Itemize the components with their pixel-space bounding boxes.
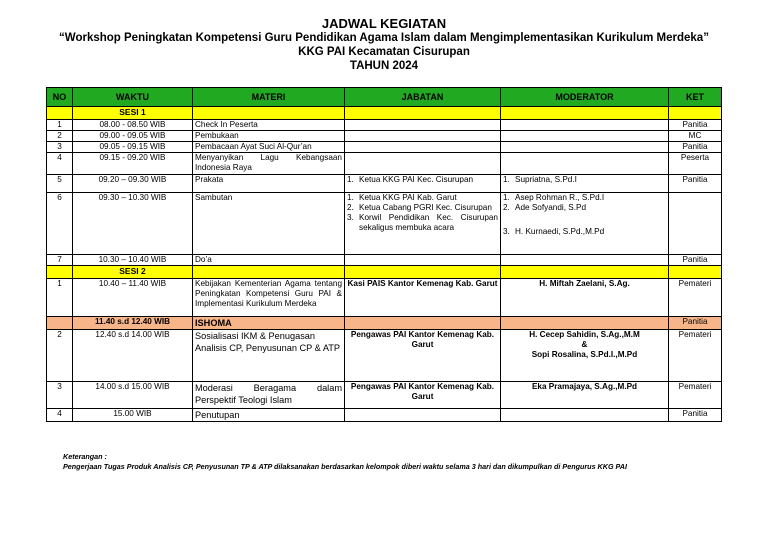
list-item: 1. Ketua KKG PAI Kec. Cisurupan xyxy=(347,175,474,184)
cell-waktu: 15.00 WIB xyxy=(73,409,193,422)
cell-no: 1 xyxy=(47,120,73,131)
col-header-jabatan: JABATAN xyxy=(345,88,501,107)
table-header-row xyxy=(47,88,722,107)
sesi-1-row xyxy=(47,107,722,120)
cell-moderator xyxy=(501,193,669,255)
cell-ket: Panitia xyxy=(669,142,722,153)
table-row xyxy=(47,193,722,255)
moderator-name-2: Sopi Rosalina, S.Pd.I.,M.Pd xyxy=(531,350,638,359)
cell-materi: Sambutan xyxy=(193,193,345,255)
ishoma-label: ISHOMA xyxy=(193,317,345,330)
notes-section xyxy=(63,452,627,472)
cell-materi: Pembacaan Ayat Suci Al-Qur’an xyxy=(193,142,345,153)
cell-materi: Kebijakan Kementerian Agama tentang Peningkatan Kompetensi Guru PAI & Implementasi Kurikulum Merdeka xyxy=(193,279,345,317)
notes-text: Pengerjaan Tugas Produk Analisis CP, Penyusunan TP & ATP dilaksanakan berdasarkan kelompok diberi waktu selama 3 hari dan dikumpulkan di Pengurus KKG PAI xyxy=(63,462,627,471)
cell-ket: Panitia xyxy=(669,409,722,422)
col-header-ket: KET xyxy=(669,88,722,107)
table-row xyxy=(47,153,722,175)
cell-waktu: 09.15 - 09.20 WIB xyxy=(73,153,193,175)
list-item: 3. Korwil Pendidikan Kec. Cisurupan sekaligus membuka acara xyxy=(347,213,498,232)
cell-materi: Sosialisasi IKM & Penugasan Analisis CP, Penyusunan CP & ATP xyxy=(193,330,345,382)
sesi-2-label: SESI 2 xyxy=(73,266,193,279)
document-header xyxy=(0,17,768,73)
jabatan-list xyxy=(347,175,498,185)
cell-waktu: 10.30 – 10.40 WIB xyxy=(73,255,193,266)
cell-moderator: Eka Pramajaya, S.Ag.,M.Pd xyxy=(501,382,669,409)
cell-ket: Pemateri xyxy=(669,279,722,317)
cell-no: 2 xyxy=(47,131,73,142)
sesi-1-label: SESI 1 xyxy=(73,107,193,120)
cell-waktu: 12.40 s.d 14.00 WIB xyxy=(73,330,193,382)
cell-no: 3 xyxy=(47,382,73,409)
cell-no: 4 xyxy=(47,409,73,422)
col-header-waktu: WAKTU xyxy=(73,88,193,107)
ishoma-ket: Panitia xyxy=(669,317,722,330)
ishoma-row xyxy=(47,317,722,330)
col-header-no: NO xyxy=(47,88,73,107)
col-header-moderator: MODERATOR xyxy=(501,88,669,107)
cell-jabatan: Kasi PAIS Kantor Kemenag Kab. Garut xyxy=(345,279,501,317)
list-item: 1. Asep Rohman R., S.Pd.I xyxy=(503,193,605,202)
notes-label: Keterangan : xyxy=(63,452,107,461)
cell-waktu: 10.40 – 11.40 WIB xyxy=(73,279,193,317)
table-row xyxy=(47,409,722,422)
cell-ket: Panitia xyxy=(669,255,722,266)
table-row xyxy=(47,142,722,153)
cell-ket: Pemateri xyxy=(669,330,722,382)
cell-materi: Prakata xyxy=(193,175,345,193)
cell-ket: Peserta xyxy=(669,153,722,175)
moderator-list xyxy=(503,193,666,237)
cell-no: 4 xyxy=(47,153,73,175)
sesi-2-row xyxy=(47,266,722,279)
cell-no: 6 xyxy=(47,193,73,255)
cell-ket: MC xyxy=(669,131,722,142)
document-org: KKG PAI Kecamatan Cisurupan xyxy=(298,46,470,58)
cell-moderator xyxy=(501,330,669,382)
cell-no: 7 xyxy=(47,255,73,266)
table-row xyxy=(47,279,722,317)
cell-materi: Pembukaan xyxy=(193,131,345,142)
cell-ket: Panitia xyxy=(669,175,722,193)
cell-no: 5 xyxy=(47,175,73,193)
cell-jabatan xyxy=(345,175,501,193)
moderator-name-1: H. Cecep Sahidin, S.Ag.,M.M xyxy=(529,330,640,339)
document-title: JADWAL KEGIATAN xyxy=(321,16,447,31)
cell-waktu: 08.00 - 08.50 WIB xyxy=(73,120,193,131)
cell-waktu: 09.00 - 09.05 WIB xyxy=(73,131,193,142)
cell-ket: Pemateri xyxy=(669,382,722,409)
list-item: 1. Supriatna, S.Pd.I xyxy=(503,175,577,184)
cell-moderator: H. Miftah Zaelani, S.Ag. xyxy=(501,279,669,317)
list-item: 1. Ketua KKG PAI Kab. Garut xyxy=(347,193,457,202)
ishoma-waktu: 11.40 s.d 12.40 WIB xyxy=(73,317,193,330)
cell-no: 3 xyxy=(47,142,73,153)
cell-jabatan: Pengawas PAI Kantor Kemenag Kab. Garut xyxy=(345,330,501,382)
document-subtitle: “Workshop Peningkatan Kompetensi Guru Pendidikan Agama Islam dalam Mengimplementasikan Kurikulum Merdeka” xyxy=(59,32,709,44)
cell-waktu: 14.00 s.d 15.00 WIB xyxy=(73,382,193,409)
cell-no: 1 xyxy=(47,279,73,317)
cell-ket: Panitia xyxy=(669,120,722,131)
cell-materi: Menyanyikan Lagu Kebangsaan Indonesia Raya xyxy=(193,153,345,175)
cell-waktu: 09.30 – 10.30 WIB xyxy=(73,193,193,255)
col-header-materi: MATERI xyxy=(193,88,345,107)
cell-materi: Do’a xyxy=(193,255,345,266)
cell-materi: Penutupan xyxy=(193,409,345,422)
jabatan-list xyxy=(347,193,498,233)
list-item: 2. Ade Sofyandi, S.Pd xyxy=(503,203,587,212)
cell-ket xyxy=(669,193,722,255)
table-row xyxy=(47,120,722,131)
list-item: 3. H. Kurnaedi, S.Pd.,M.Pd xyxy=(503,227,605,236)
document-year: TAHUN 2024 xyxy=(349,60,419,72)
cell-waktu: 09.05 - 09.15 WIB xyxy=(73,142,193,153)
table-row xyxy=(47,382,722,409)
table-row xyxy=(47,255,722,266)
cell-jabatan: Pengawas PAI Kantor Kemenag Kab. Garut xyxy=(345,382,501,409)
cell-materi: Check In Peserta xyxy=(193,120,345,131)
moderator-ampersand: & xyxy=(581,340,588,349)
list-item: 2. Ketua Cabang PGRI Kec. Cisurupan xyxy=(347,203,492,212)
schedule-table xyxy=(46,87,722,422)
cell-materi: Moderasi Beragama dalam Perspektif Teologi Islam xyxy=(193,382,345,409)
cell-jabatan xyxy=(345,193,501,255)
cell-moderator xyxy=(501,175,669,193)
cell-waktu: 09.20 – 09.30 WIB xyxy=(73,175,193,193)
table-row xyxy=(47,131,722,142)
table-row xyxy=(47,330,722,382)
table-row xyxy=(47,175,722,193)
moderator-list xyxy=(503,175,666,185)
cell-no: 2 xyxy=(47,330,73,382)
